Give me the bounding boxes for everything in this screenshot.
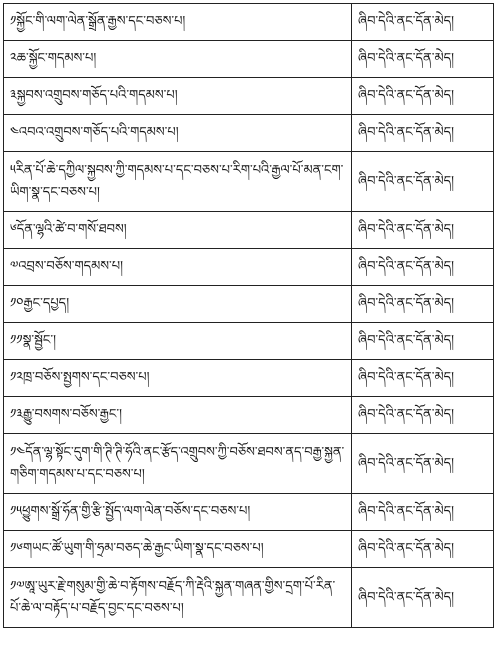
title-cell (4, 323, 352, 360)
note-cell: ཞིབ་དེའི་ནང་དོན་མེད། (352, 323, 494, 360)
row-number: ༥ (10, 162, 16, 178)
title-cell (4, 494, 352, 531)
note-cell: ཞིབ་དེའི་ནང་དོན་མེད། (352, 360, 494, 397)
row-number: ༡༤ (10, 444, 26, 460)
note-cell: ཞིབ་དེའི་ནང་དོན་མེད། (352, 397, 494, 434)
table-row (4, 152, 494, 212)
row-title: ཁྲ་བཅོས་སྤྱགས་དང་བཅས་པ། (23, 370, 150, 385)
note-cell: ཞིབ་དེའི་ནང་དོན་མེད། (352, 4, 494, 41)
row-number: ༧ (10, 259, 19, 274)
row-title: རྒྱང་དཔྱད། (23, 296, 70, 311)
catalog-table (3, 3, 494, 628)
row-title: རྒྱུ་བསགས་བཅོས་རྒྱང་། (23, 407, 122, 422)
table-row (4, 78, 494, 115)
table-row (4, 323, 494, 360)
table-row (4, 434, 494, 494)
note-cell: ཞིབ་དེའི་ནང་དོན་མེད། (352, 286, 494, 323)
table-row (4, 397, 494, 434)
title-cell (4, 4, 352, 41)
table-row (4, 494, 494, 531)
row-title: དོན་ལྷ་སྟོང་དུག་གི་ཊི་ཊི་ཧོའི་ནང་རྩོད་འགྲུབས་ཀྱི་བཅོས་ཐབས་ནད་བརྒྱ་སྐྱན་གཅིག་གདམས་པ་དང་བཅས་པ། (10, 444, 345, 482)
row-title: ཨཱ་ཡུར་རྗེ་གསུམ་གྱི་ཆེ་བ་རྟོགས་བརྗོད་ཀི་རྡེའི་སྐྱན་གཞན་གྱིས་དྲག་པོ་རིན་པོ་ཆེ་ལ་བརྟོད་པ་བརྗོད་བྱང་དང་བཅས་པ། (10, 578, 336, 616)
row-title: དོན་ལྷའི་ཚེ་བ་གསོ་ཐབས། (16, 222, 127, 237)
table-row (4, 212, 494, 249)
row-title: སྣ་སྦྱོང་། (22, 333, 56, 348)
row-number: ༣ (10, 88, 17, 103)
title-cell (4, 249, 352, 286)
table-row (4, 286, 494, 323)
note-cell: ཞིབ་དེའི་ནང་དོན་མེད། (352, 494, 494, 531)
row-number: ༢ (10, 51, 17, 66)
note-cell: ཞིབ་དེའི་ནང་དོན་མེད། (352, 434, 494, 494)
row-number: ༡༢ (10, 370, 24, 385)
table-row (4, 249, 494, 286)
row-title: སྐྱོང་གི་ལག་ལེན་སྒྲོན་རྒྱས་དང་བཅས་པ། (16, 14, 186, 29)
row-title: སྐྱབས་འགྲུབས་གཅོད་པའི་གདམས་པ། (16, 88, 178, 103)
row-number: ༡ (10, 14, 17, 29)
title-cell (4, 360, 352, 397)
title-cell (4, 568, 352, 628)
row-title: འབྲས་བཅོས་གདམས་པ། (18, 259, 124, 274)
title-cell (4, 152, 352, 212)
row-number: ༤ (10, 125, 19, 140)
row-number: ༦ (10, 222, 17, 237)
table-row (4, 115, 494, 152)
table-row (4, 568, 494, 628)
title-cell (4, 78, 352, 115)
title-cell (4, 286, 352, 323)
note-cell: ཞིབ་དེའི་ནང་དོན་མེད། (352, 212, 494, 249)
table-row (4, 4, 494, 41)
row-number: ༡༣ (10, 407, 24, 422)
row-title: འབའ་འགྲུབས་གཅོད་པའི་གདམས་པ། (18, 125, 179, 140)
row-number: ༡༠ (10, 296, 24, 311)
row-number: ༡༦ (10, 541, 24, 556)
row-title: གཡང་ཚོ་ཡུག་གི་ཧྲམ་བཅད་ཆེ་རྒྱང་ཡིག་སྣ་དང་བཅས་པ། (23, 541, 264, 556)
note-cell: ཞིབ་དེའི་ནང་དོན་མེད། (352, 41, 494, 78)
note-cell: ཞིབ་དེའི་ནང་དོན་མེད། (352, 115, 494, 152)
table-row (4, 360, 494, 397)
row-title: ཕྱུགས་སྒྲོ་ཧོན་གྱི་རྩི་སྤྱོད་ལག་ལེན་བཅོས་དང་བཅས་པ། (22, 504, 251, 519)
note-cell: ཞིབ་དེའི་ནང་དོན་མེད། (352, 568, 494, 628)
row-title: རིན་པོ་ཆེ་དཀྱིལ་སྐྱབས་ཀྱི་གདམས་པ་དང་བཅས་པ་རིག་པའི་རྒྱལ་པོ་མན་ངག་ཡིག་སྣ་དང་བཅས་པ། (10, 162, 344, 200)
table-row (4, 531, 494, 568)
row-number: ༡༡ (10, 333, 23, 348)
title-cell (4, 397, 352, 434)
title-cell (4, 115, 352, 152)
row-number: ༡༧ (10, 578, 25, 594)
table-row (4, 41, 494, 78)
note-cell: ཞིབ་དེའི་ནང་དོན་མེད། (352, 531, 494, 568)
note-cell: ཞིབ་དེའི་ནང་དོན་མེད། (352, 249, 494, 286)
title-cell (4, 434, 352, 494)
title-cell (4, 212, 352, 249)
row-number: ༡༥ (10, 504, 23, 519)
note-cell: ཞིབ་དེའི་ནང་དོན་མེད། (352, 152, 494, 212)
title-cell (4, 41, 352, 78)
row-title: ཆ་སྐྱོང་གདམས་པ། (16, 51, 97, 66)
title-cell (4, 531, 352, 568)
note-cell: ཞིབ་དེའི་ནང་དོན་མེད། (352, 78, 494, 115)
